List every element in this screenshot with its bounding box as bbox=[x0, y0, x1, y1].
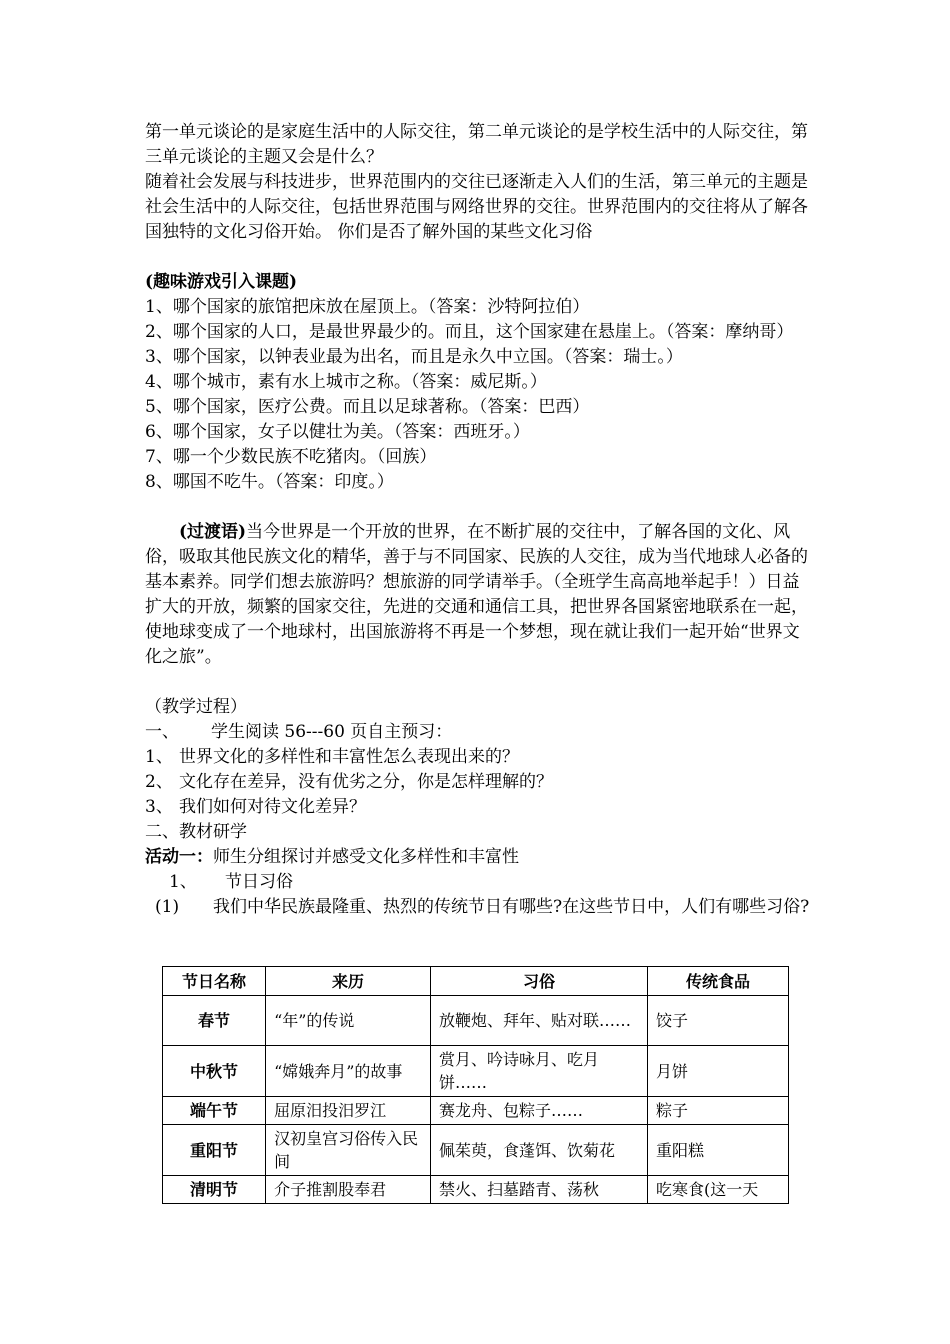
transition-text: 当今世界是一个开放的世界，在不断扩展的交往中，了解各国的文化、风俗，吸取其他民族文化的精华，善于与不同国家、民族的人交往，成为当代地球人必备的基本素养。同学们想去旅游吗？想旅游的同学请举手。（全班学生高高地举起手！）日益扩大的开放，频繁的国家交往，先进的交通和通信工具，把世界各国紧密地联系在一起，使地球变成了一个地球村，出国旅游将不再是一个梦想，现在就让我们一起开始“世界文化之旅”。 bbox=[145, 522, 808, 667]
festival-name: 清明节 bbox=[163, 1176, 266, 1204]
festival-custom: 放鞭炮、拜年、贴对联…… bbox=[430, 996, 647, 1046]
game-question: 8、哪国不吃牛。（答案：印度。） bbox=[145, 472, 394, 492]
transition-paragraph bbox=[145, 520, 815, 670]
intro-paragraph-1: 第一单元谈论的是家庭生活中的人际交往，第二单元谈论的是学校生活中的人际交往，第三单元谈论的主题又会是什么？ bbox=[145, 122, 808, 167]
step-1-number: 一、 bbox=[145, 722, 179, 742]
preview-number: 1、 bbox=[145, 747, 173, 767]
festival-name: 重阳节 bbox=[163, 1125, 266, 1176]
festival-food: 粽子 bbox=[647, 1097, 788, 1125]
subsection-1-1 bbox=[145, 895, 815, 920]
preview-text: 我们如何对待文化差异？ bbox=[179, 797, 366, 817]
step-1-text: 学生阅读 56---60 页自主预习： bbox=[211, 722, 453, 742]
transition-label: (过渡语) bbox=[179, 522, 247, 542]
subsection-1-text: 节日习俗 bbox=[225, 872, 293, 892]
festival-custom: 赏月、吟诗咏月、吃月饼…… bbox=[430, 1046, 647, 1097]
table-row bbox=[163, 1176, 789, 1204]
festival-food: 饺子 bbox=[647, 996, 788, 1046]
header-origin: 来历 bbox=[266, 967, 431, 996]
game-question: 3、哪个国家，以钟表业最为出名，而且是永久中立国。（答案：瑞士。） bbox=[145, 347, 683, 367]
festival-origin: “嫦娥奔月”的故事 bbox=[266, 1046, 431, 1097]
festival-food: 吃寒食(这一天 bbox=[647, 1176, 788, 1204]
table-header-row bbox=[163, 967, 789, 996]
festival-custom: 佩茱萸，食蓬饵、饮菊花 bbox=[430, 1125, 647, 1176]
activity-label: 活动一： bbox=[145, 847, 213, 867]
festival-custom: 禁火、扫墓踏青、荡秋 bbox=[430, 1176, 647, 1204]
step-2: 二、教材研学 bbox=[145, 822, 247, 842]
preview-number: 3、 bbox=[145, 797, 173, 817]
step-1 bbox=[145, 720, 815, 745]
game-question: 4、哪个城市，素有水上城市之称。（答案：威尼斯。） bbox=[145, 372, 547, 392]
festival-origin: “年”的传说 bbox=[266, 996, 431, 1046]
festival-origin: 屈原汨投汨罗江 bbox=[266, 1097, 431, 1125]
table-row bbox=[163, 1125, 789, 1176]
festival-food: 月饼 bbox=[647, 1046, 788, 1097]
festival-table bbox=[162, 966, 789, 1204]
subsection-1-number: 1、 bbox=[169, 872, 197, 892]
table-row bbox=[163, 1097, 789, 1125]
header-food: 传统食品 bbox=[647, 967, 788, 996]
festival-name: 中秋节 bbox=[163, 1046, 266, 1097]
preview-question bbox=[145, 770, 815, 795]
preview-question bbox=[145, 745, 815, 770]
game-question: 5、哪个国家，医疗公费。而且以足球著称。（答案：巴西） bbox=[145, 397, 590, 417]
festival-origin: 介子推割股奉君 bbox=[266, 1176, 431, 1204]
festival-name: 春节 bbox=[163, 996, 266, 1046]
header-name: 节日名称 bbox=[163, 967, 266, 996]
festival-custom: 赛龙舟、包粽子…… bbox=[430, 1097, 647, 1125]
activity-line bbox=[145, 845, 815, 870]
preview-question bbox=[145, 795, 815, 820]
process-heading: （教学过程） bbox=[145, 697, 247, 717]
subsection-1-1-number: (1) bbox=[155, 897, 180, 917]
subsection-1-1-text: 我们中华民族最隆重、热烈的传统节日有哪些?在这些节日中，人们有哪些习俗? bbox=[213, 897, 810, 917]
preview-text: 文化存在差异，没有优劣之分，你是怎样理解的？ bbox=[179, 772, 553, 792]
festival-food: 重阳糕 bbox=[647, 1125, 788, 1176]
header-custom: 习俗 bbox=[430, 967, 647, 996]
subsection-1 bbox=[145, 870, 815, 895]
table-row bbox=[163, 996, 789, 1046]
game-question: 2、哪个国家的人口，是最世界最少的。而且，这个国家建在悬崖上。（答案：摩纳哥） bbox=[145, 322, 794, 342]
preview-text: 世界文化的多样性和丰富性怎么表现出来的？ bbox=[179, 747, 519, 767]
festival-origin: 汉初皇宫习俗传入民间 bbox=[266, 1125, 431, 1176]
festival-name: 端午节 bbox=[163, 1097, 266, 1125]
preview-number: 2、 bbox=[145, 772, 173, 792]
game-question: 1、哪个国家的旅馆把床放在屋顶上。（答案：沙特阿拉伯） bbox=[145, 297, 590, 317]
game-question: 7、哪一个少数民族不吃猪肉。（回族） bbox=[145, 447, 437, 467]
table-row bbox=[163, 1046, 789, 1097]
intro-paragraph-2: 随着社会发展与科技进步，世界范围内的交往已逐渐走入人们的生活，第三单元的主题是社会生活中的人际交往，包括世界范围与网络世界的交往。世界范围内的交往将从了解各国独特的文化习俗开始。 你们是否了解外国的某些文化习俗 bbox=[145, 172, 808, 242]
game-question: 6、哪个国家，女子以健壮为美。（答案：西班牙。） bbox=[145, 422, 530, 442]
document-body bbox=[145, 120, 815, 920]
activity-text: 师生分组探讨并感受文化多样性和丰富性 bbox=[213, 847, 519, 867]
game-heading: (趣味游戏引入课题) bbox=[145, 272, 298, 292]
